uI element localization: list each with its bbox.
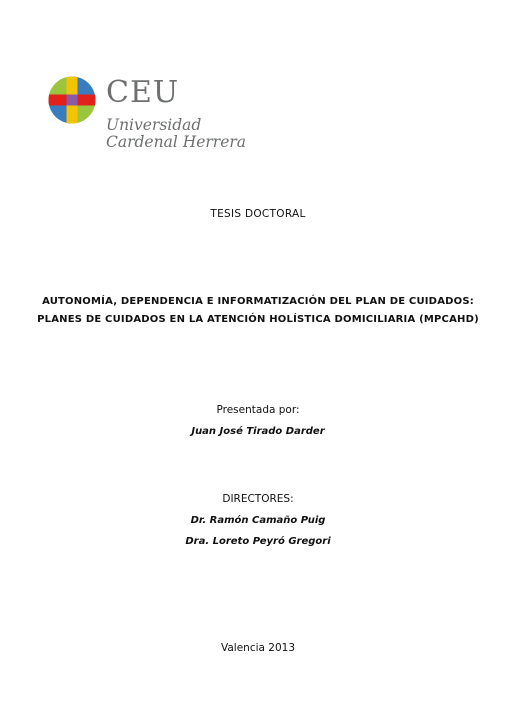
logo-name: CEU (106, 75, 180, 110)
ceu-logo-emblem-icon (48, 76, 96, 124)
director-name: Dra. Loreto Peyró Gregori (185, 536, 331, 547)
logo-university-line: Universidad (106, 116, 202, 134)
thesis-label: TESIS DOCTORAL (210, 208, 306, 220)
place-and-date: Valencia 2013 (220, 642, 296, 654)
director-name: Dr. Ramón Camaño Puig (190, 515, 326, 526)
thesis-title-line: PLANES DE CUIDADOS EN LA ATENCIÓN HOLÍSTICA DOMICILIARIA (MPCAHD) (37, 314, 479, 325)
presented-by-label: Presentada por: (216, 404, 300, 416)
thesis-title-line: AUTONOMÍA, DEPENDENCIA E INFORMATIZACIÓN DEL PLAN DE CUIDADOS: (42, 296, 474, 307)
author-name: Juan José Tirado Darder (191, 426, 325, 437)
directors-label: DIRECTORES: (222, 493, 294, 505)
logo-university-line: Cardenal Herrera (106, 133, 247, 151)
ceu-logo (48, 74, 248, 154)
